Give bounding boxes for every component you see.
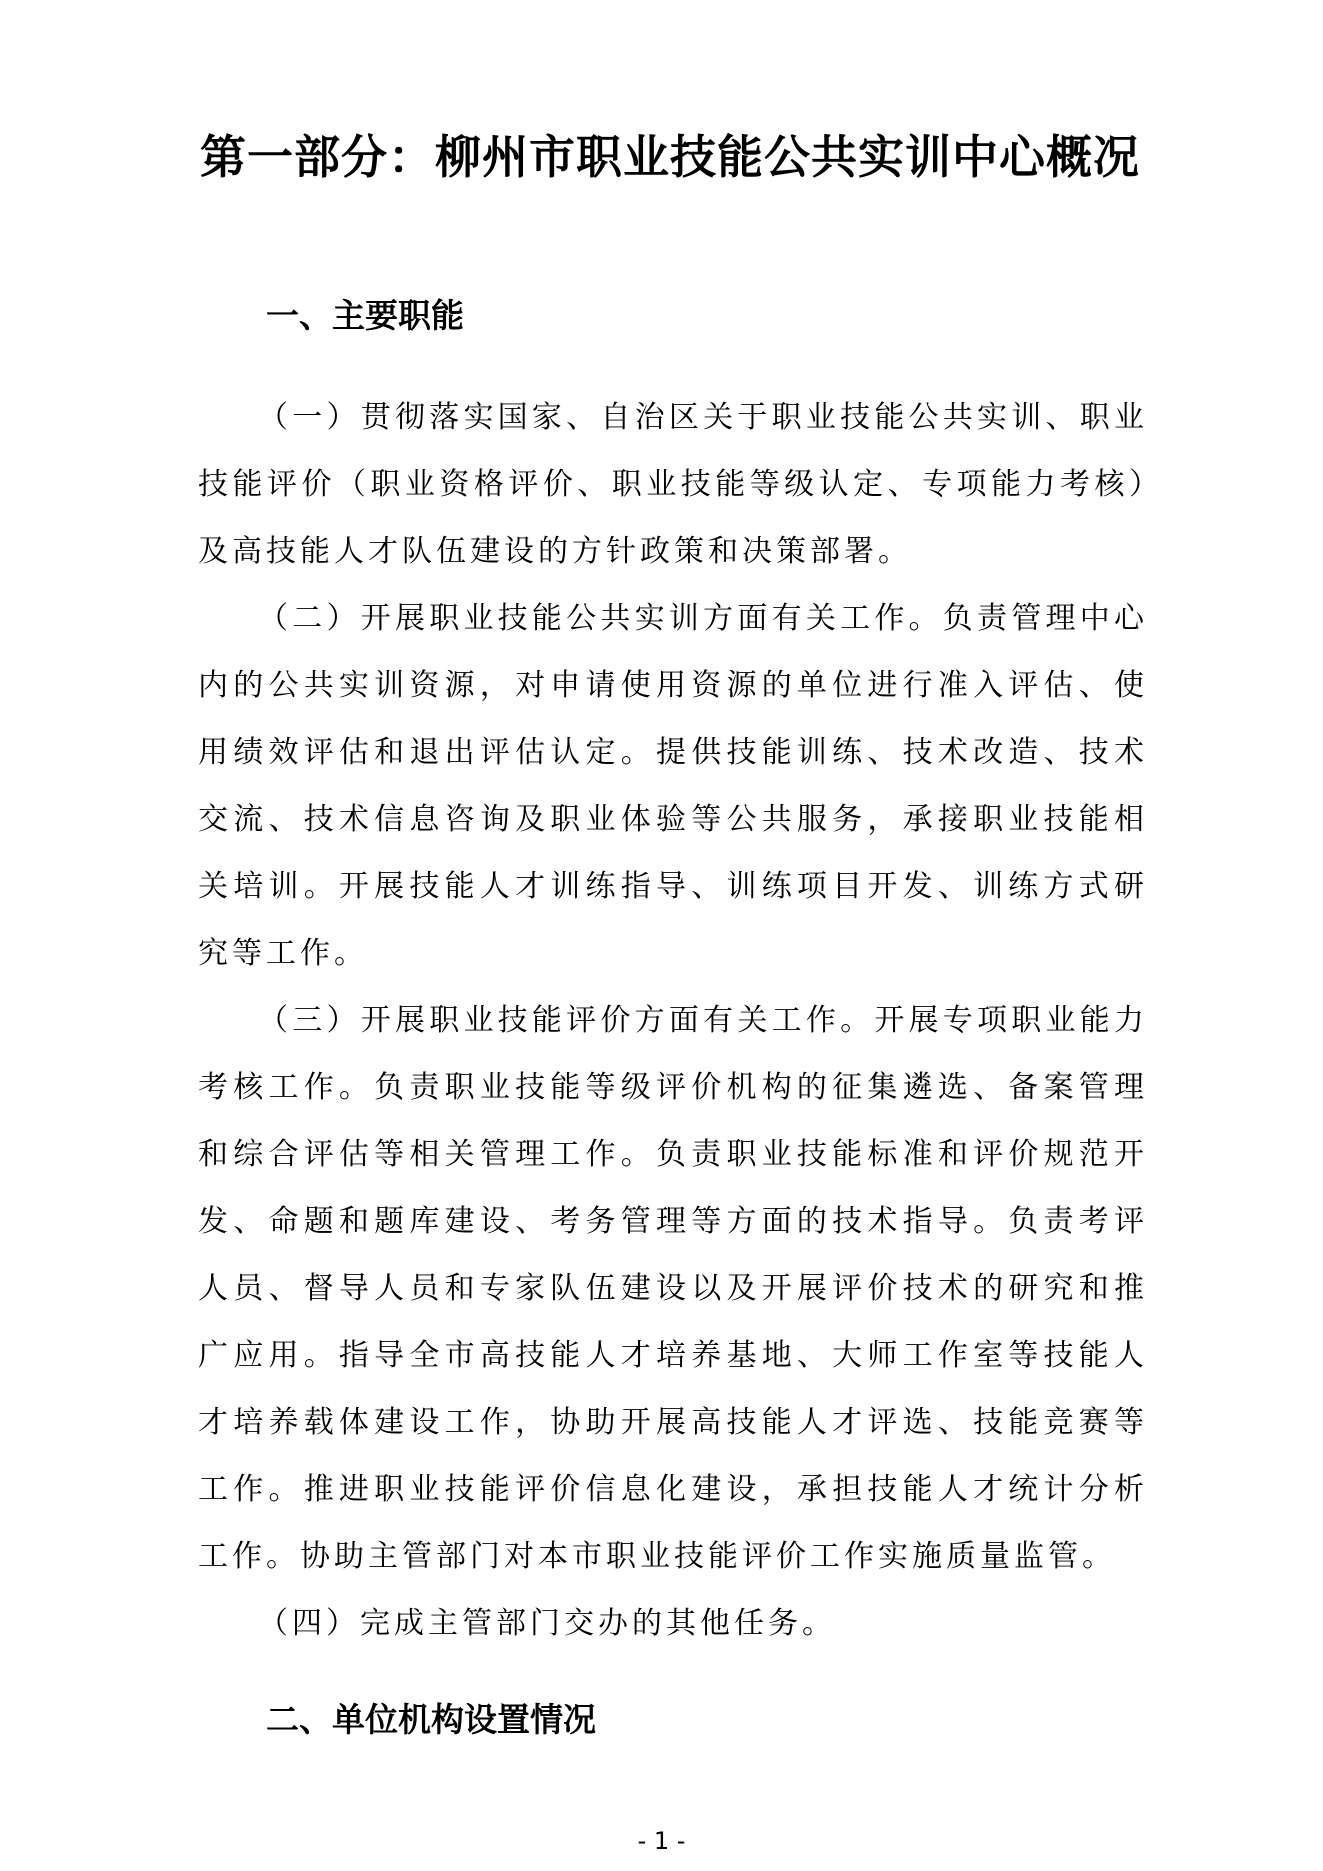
page-number: - 1 - [637, 1827, 686, 1855]
section-heading-org-structure: 二、单位机构设置情况 [266, 1700, 596, 1739]
page-title: 第一部分：柳州市职业技能公共实训中心概况 [200, 130, 1140, 184]
paragraph-4: （四）完成主管部门交办的其他任务。 [258, 1606, 836, 1641]
paragraph-2: （二）开展职业技能公共实训方面有关工作。负责管理中心内的公共实训资源，对申请使用资源的单位进行准入评估、使用绩效评估和退出评估认定。提供技能训练、技术改造、技术交流、技术信息咨询及职业体验等公共服务，承接职业技能相关培训。开展技能人才训练指导、训练项目开发、训练方式研究等工作。 [198, 601, 1148, 971]
main-functions-body [198, 384, 1148, 1657]
paragraph-3: （三）开展职业技能评价方面有关工作。开展专项职业能力考核工作。负责职业技能等级评价机构的征集遴选、备案管理和综合评估等相关管理工作。负责职业技能标准和评价规范开发、命题和题库建设、考务管理等方面的技术指导。负责考评人员、督导人员和专家队伍建设以及开展评价技术的研究和推广应用。指导全市高技能人才培养基地、大师工作室等技能人才培养载体建设工作，协助开展高技能人才评选、技能竞赛等工作。推进职业技能评价信息化建设，承担技能人才统计分析工作。协助主管部门对本市职业技能评价工作实施质量监管。 [198, 1003, 1148, 1574]
paragraph-1: （一）贯彻落实国家、自治区关于职业技能公共实训、职业技能评价（职业资格评价、职业技能等级认定、专项能力考核）及高技能人才队伍建设的方针政策和决策部署。 [198, 400, 1148, 569]
section-heading-main-functions: 一、主要职能 [266, 296, 464, 335]
